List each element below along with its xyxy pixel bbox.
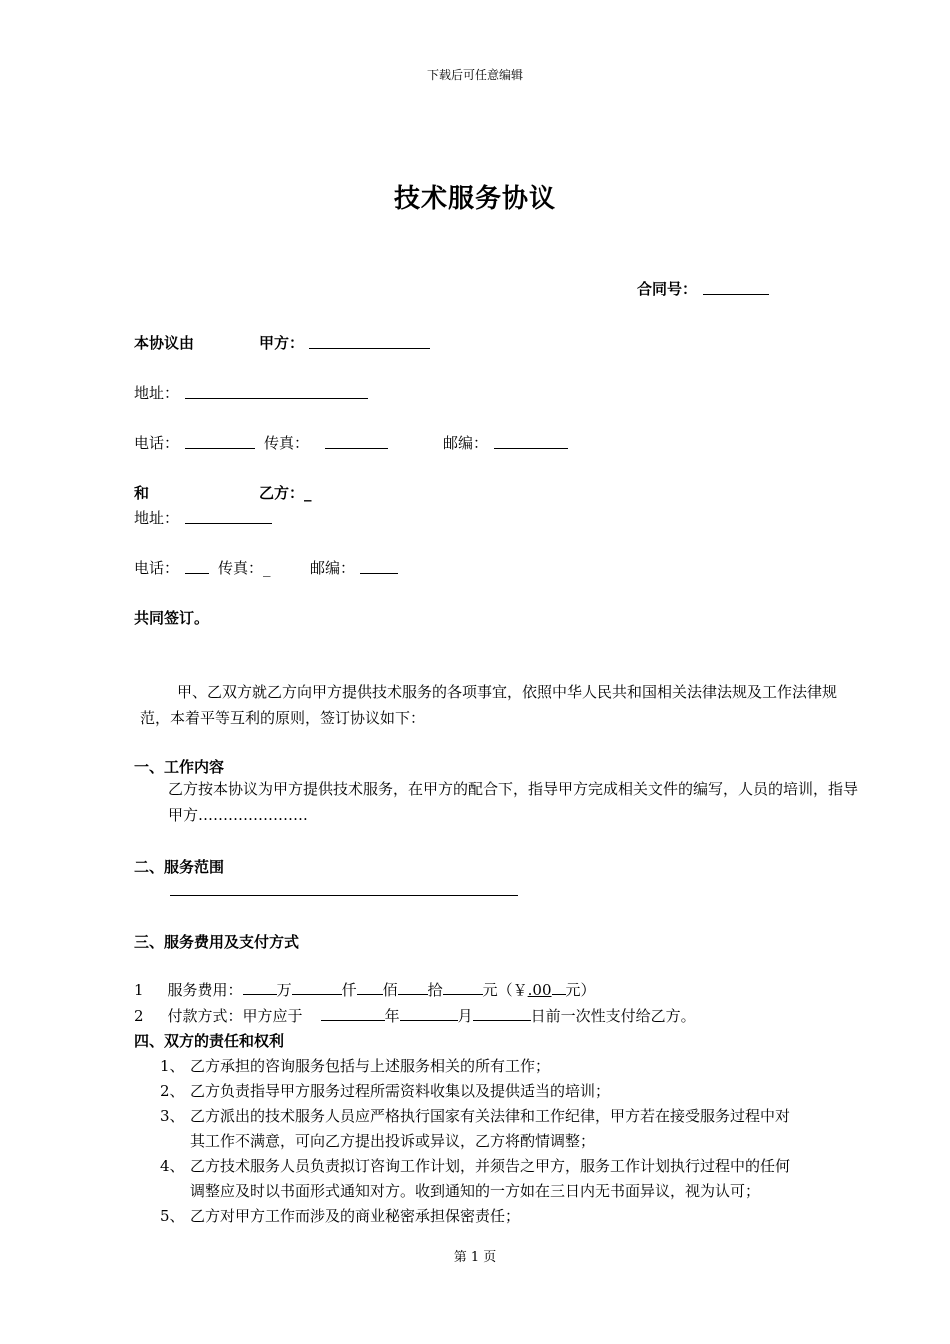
payment-year-unit: 年 xyxy=(384,1007,400,1025)
payment-month-blank xyxy=(400,1005,458,1021)
party-a-phone-label: 电话： xyxy=(134,434,180,452)
party-a-address-blank xyxy=(185,398,368,399)
fee-qian-unit: 仟 xyxy=(341,981,357,999)
duty-item-1-number: 1、 xyxy=(160,1057,185,1075)
fee-shi-blank xyxy=(398,979,428,995)
fee-wan-unit: 万 xyxy=(276,981,292,999)
fee-label: 服务费用： xyxy=(167,981,243,999)
duty-item-4-line-2: 调整应及时以书面形式通知对方。收到通知的一方如在三日内无书面异议，视为认可； xyxy=(190,1182,761,1200)
duty-item-2-text: 乙方负责指导甲方服务过程所需资料收集以及提供适当的培训； xyxy=(190,1082,611,1100)
fee-item-number: 1 xyxy=(134,981,144,999)
duty-item-1-text: 乙方承担的咨询服务包括与上述服务相关的所有工作； xyxy=(190,1057,551,1075)
duty-item-3-line-1: 乙方派出的技术服务人员应严格执行国家有关法律和工作纪律，甲方若在接受服务过程中对 xyxy=(190,1107,791,1125)
party-a-postcode-label: 邮编： xyxy=(443,434,489,452)
duty-item-5-number: 5、 xyxy=(160,1207,185,1225)
fee-bai-unit: 佰 xyxy=(382,981,398,999)
fee-yuan-open: 元（￥ xyxy=(482,981,528,999)
fee-line xyxy=(134,979,596,1000)
party-a-phone-blank xyxy=(185,448,255,449)
duty-item-2-number: 2、 xyxy=(160,1082,185,1100)
party-b-postcode-blank xyxy=(360,573,398,574)
duty-item-4-number: 4、 xyxy=(160,1157,185,1175)
fee-yuan-blank xyxy=(443,979,483,995)
joint-sign-text: 共同签订。 xyxy=(134,609,210,627)
section-1-body: 乙方按本协议为甲方提供技术服务，在甲方的配合下，指导甲方完成相关文件的编写，人员的培训，指导甲方…………………. xyxy=(168,780,859,824)
fee-shi-unit: 拾 xyxy=(427,981,443,999)
party-b-label: 乙方：_ xyxy=(259,484,312,502)
payment-line xyxy=(134,1005,696,1026)
party-b-intro: 和 xyxy=(134,484,150,502)
fee-yuan-close: 元） xyxy=(565,981,596,999)
section-2-heading: 二、服务范围 xyxy=(134,858,225,876)
contract-number-blank xyxy=(703,294,769,295)
fee-qian-blank xyxy=(292,979,342,995)
duty-item-4-line-1: 乙方技术服务人员负责拟订咨询工作计划，并须告之甲方，服务工作计划执行过程中的任何 xyxy=(190,1157,791,1175)
fee-amount-decimal: .00 xyxy=(527,981,552,999)
duty-item-3-line-2: 其工作不满意，可向乙方提出投诉或异议，乙方将酌情调整； xyxy=(190,1132,596,1150)
payment-year-blank xyxy=(321,1005,385,1021)
party-a-postcode-blank xyxy=(494,448,568,449)
section-4-heading: 四、双方的责任和权利 xyxy=(134,1032,285,1050)
payment-item-number: 2 xyxy=(134,1007,144,1025)
party-b-address-blank xyxy=(185,523,272,524)
preamble-paragraph: 甲、乙双方就乙方向甲方提供技术服务的各项事宜，依照中华人民共和国相关法律法规及工作法律规范，本着平等互利的原则，签订协议如下： xyxy=(140,683,838,727)
duty-item-3-number: 3、 xyxy=(160,1107,185,1125)
payment-label: 付款方式：甲方应于 xyxy=(167,1007,303,1025)
fee-amount-tail-blank xyxy=(552,979,566,995)
party-a-name-blank xyxy=(309,348,430,349)
duty-item-5-text: 乙方对甲方工作而涉及的商业秘密承担保密责任； xyxy=(190,1207,521,1225)
page-number: 第 1 页 xyxy=(453,1250,497,1265)
section-3-heading: 三、服务费用及支付方式 xyxy=(134,933,300,951)
party-b-phone-label: 电话： xyxy=(134,559,180,577)
party-a-address-label: 地址： xyxy=(134,384,180,402)
contract-number-label: 合同号： xyxy=(637,280,698,298)
party-a-intro: 本协议由 xyxy=(134,334,195,352)
party-b-fax-label: 传真：_ xyxy=(218,559,271,577)
document-title: 技术服务协议 xyxy=(393,184,556,214)
party-a-label: 甲方： xyxy=(259,334,305,352)
payment-month-unit: 月 xyxy=(457,1007,473,1025)
party-a-fax-blank xyxy=(325,448,388,449)
party-b-postcode-label: 邮编： xyxy=(310,559,356,577)
service-scope-blank xyxy=(170,895,518,896)
party-b-address-label: 地址： xyxy=(134,509,180,527)
fee-bai-blank xyxy=(357,979,383,995)
section-1-heading: 一、工作内容 xyxy=(134,758,225,776)
fee-wan-blank xyxy=(243,979,277,995)
payment-deadline-text: 日前一次性支付给乙方。 xyxy=(530,1007,696,1025)
party-b-phone-blank xyxy=(185,573,209,574)
payment-day-blank xyxy=(473,1005,531,1021)
page-header-note: 下载后可任意编辑 xyxy=(426,68,523,82)
party-a-fax-label: 传真： xyxy=(264,434,310,452)
